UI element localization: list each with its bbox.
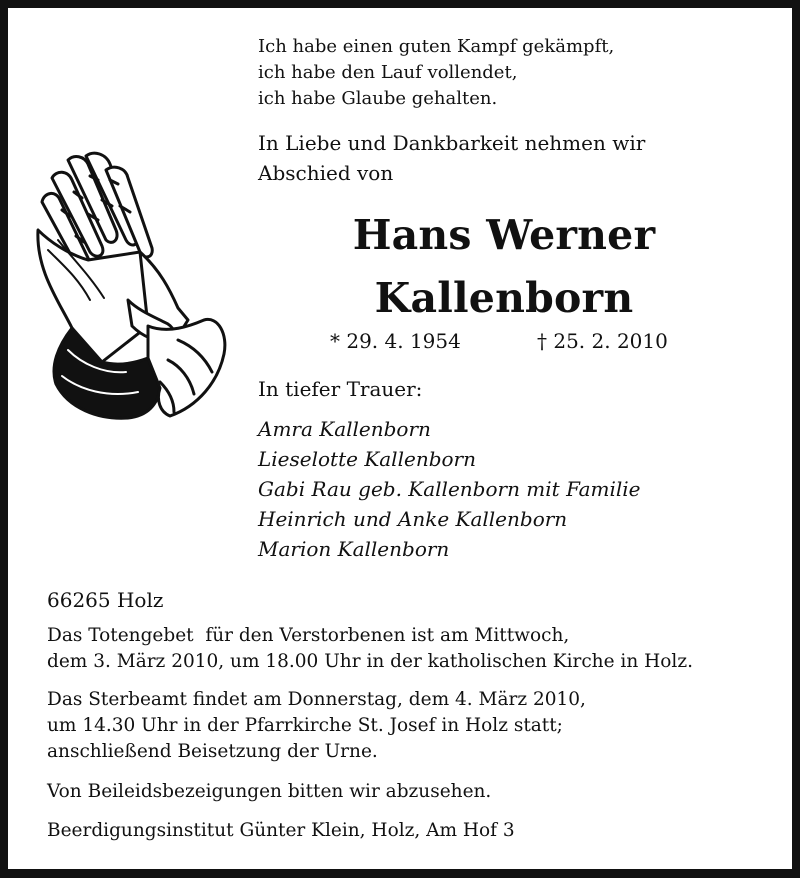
prayer-announcement — [47, 623, 693, 675]
intro-line: In Liebe und Dankbarkeit nehmen wir — [258, 131, 646, 155]
farewell-intro — [258, 128, 645, 188]
mourning-heading: In tiefer Trauer: — [258, 377, 423, 401]
undertaker-info: Beerdigungsinstitut Günter Klein, Holz, Am Hof 3 — [47, 820, 515, 841]
deceased-last-name: Kallenborn — [374, 274, 634, 322]
mourner-name: Amra Kallenborn — [258, 417, 431, 441]
birth-date: * 29. 4. 1954 — [330, 329, 461, 353]
intro-line: Abschied von — [258, 161, 394, 185]
mourner-name: Lieselotte Kallenborn — [258, 447, 476, 471]
verse-line: Ich habe einen guten Kampf gekämpft, — [258, 36, 615, 57]
place: 66265 Holz — [47, 588, 164, 612]
deceased-first-name: Hans Werner — [352, 211, 656, 259]
prayer-line: Das Totengebet für den Verstorbenen ist am Mittwoch, — [47, 625, 570, 646]
requiem-line: anschließend Beisetzung der Urne. — [47, 741, 378, 762]
mourner-name: Gabi Rau geb. Kallenborn mit Familie — [258, 477, 641, 501]
mourners-list — [258, 414, 641, 564]
praying-hands-icon — [28, 150, 230, 422]
bible-verse — [258, 34, 614, 112]
condolences-note: Von Beileidsbezeigungen bitten wir abzusehen. — [47, 781, 492, 802]
death-date: † 25. 2. 2010 — [537, 329, 668, 353]
verse-line: ich habe den Lauf vollendet, — [258, 62, 518, 83]
requiem-line: Das Sterbeamt findet am Donnerstag, dem 4. März 2010, — [47, 689, 586, 710]
mourner-name: Heinrich und Anke Kallenborn — [258, 507, 568, 531]
prayer-line: dem 3. März 2010, um 18.00 Uhr in der katholischen Kirche in Holz. — [47, 651, 693, 672]
verse-line: ich habe Glaube gehalten. — [258, 88, 498, 109]
requiem-announcement — [47, 687, 586, 765]
mourner-name: Marion Kallenborn — [258, 537, 450, 561]
requiem-line: um 14.30 Uhr in der Pfarrkirche St. Josef in Holz statt; — [47, 715, 563, 736]
